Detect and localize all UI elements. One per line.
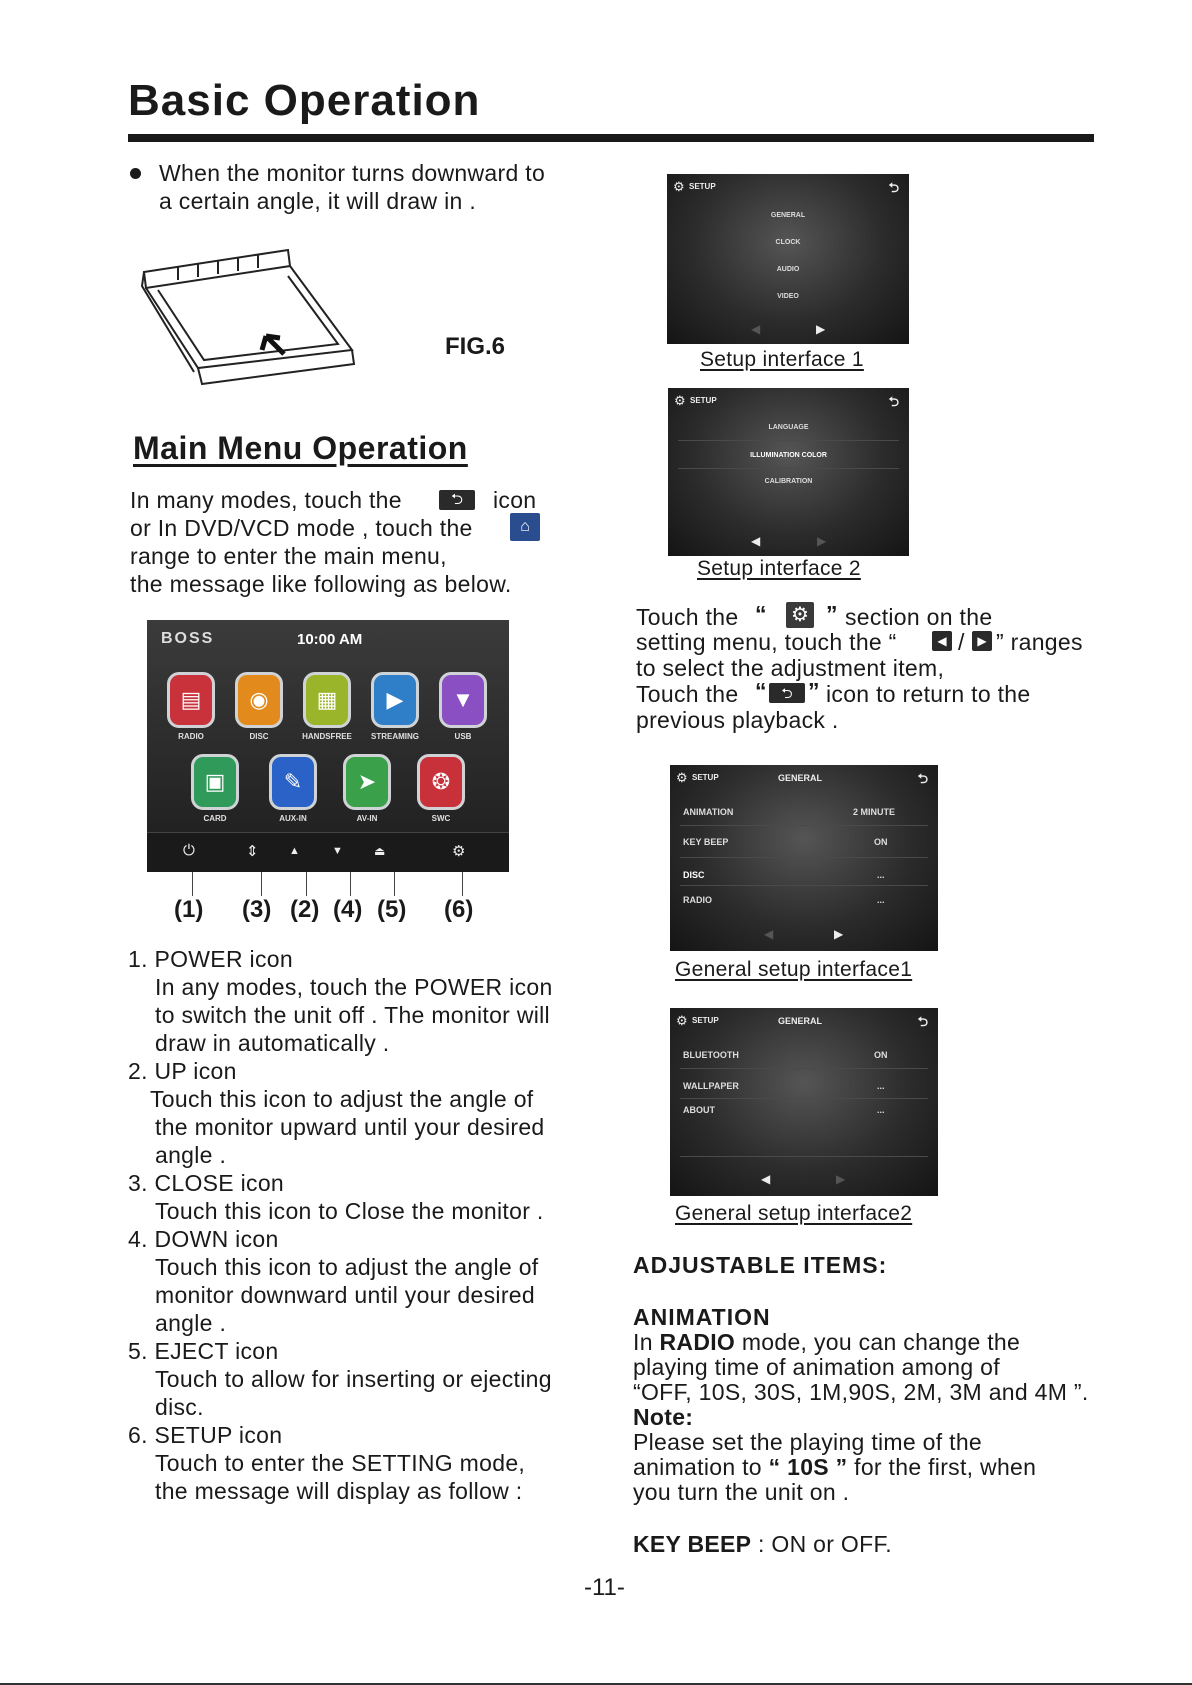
- return-icon: ⮌: [439, 490, 475, 510]
- figure-label: FIG.6: [445, 333, 506, 360]
- setup-item-video[interactable]: VIDEO: [777, 293, 799, 300]
- touch-line-2b: ” ranges: [996, 629, 1083, 655]
- app-label-usb: USB: [454, 732, 472, 741]
- callout-label-1: (1): [174, 896, 204, 923]
- callout-label-4: (4): [333, 896, 363, 923]
- row-divider: [678, 468, 899, 469]
- row-label-key-beep: KEY BEEP: [683, 837, 729, 847]
- note-line-1: Please set the playing time of the: [633, 1429, 983, 1455]
- row-divider: [680, 885, 928, 886]
- key-beep-line: [633, 1530, 892, 1558]
- monitor-drawin-illustration: [138, 246, 360, 394]
- bullet-dot: [130, 168, 141, 179]
- icon-item-title: 6. SETUP icon: [128, 1422, 283, 1448]
- icon-item-line: the monitor upward until your desired: [155, 1114, 545, 1140]
- close-quote: ”: [826, 601, 838, 627]
- usb-app-icon[interactable]: ▼: [439, 672, 487, 728]
- callout-line-3: [261, 872, 262, 896]
- home-icon: ⌂: [510, 513, 540, 541]
- row-value-about[interactable]: ...: [877, 1105, 885, 1115]
- note-line-2c: for the first, when: [854, 1454, 1037, 1480]
- close-icon[interactable]: ⇕: [246, 843, 259, 860]
- setup-item-language[interactable]: LANGUAGE: [768, 424, 809, 431]
- row-divider: [680, 1156, 928, 1157]
- icon-item-line: disc.: [155, 1394, 204, 1420]
- note-label: Note:: [633, 1404, 694, 1430]
- icon-item-line: angle .: [155, 1310, 227, 1336]
- app-label-streaming: STREAMING: [371, 732, 419, 741]
- row-value-animation[interactable]: 2 MINUTE: [853, 807, 896, 817]
- app-label-handsfree: HANDSFREE: [302, 732, 352, 741]
- touch-line-4b: icon to return to the: [826, 681, 1031, 707]
- animation-heading: ANIMATION: [633, 1304, 771, 1330]
- general-header: GENERAL: [778, 1016, 823, 1026]
- callout-label-2: (2): [290, 896, 320, 923]
- back-icon[interactable]: ⮌: [888, 394, 899, 409]
- row-value-bluetooth[interactable]: ON: [874, 1050, 888, 1060]
- up-icon[interactable]: ▲: [289, 845, 300, 857]
- app-label-disc: DISC: [249, 732, 269, 741]
- caption-general-1: General setup interface1: [675, 958, 913, 981]
- open-quote: “: [755, 678, 767, 704]
- main-menu-line-1b: icon: [493, 487, 537, 513]
- page-number: -11-: [584, 1574, 625, 1601]
- setup-item-clock[interactable]: CLOCK: [775, 239, 801, 246]
- intro-line-2: a certain angle, it will draw in .: [159, 188, 477, 214]
- main-menu-screenshot: [147, 620, 509, 872]
- next-arrow-icon[interactable]: ▶: [817, 534, 827, 548]
- setup-gear-icon[interactable]: ⚙: [452, 843, 466, 860]
- clock-time: 10:00 AM: [297, 631, 363, 648]
- row-divider: [680, 1068, 928, 1069]
- key-beep-text: : ON or OFF.: [758, 1531, 892, 1557]
- setup-title: SETUP: [692, 1016, 719, 1025]
- touch-line-1b: section on the: [845, 604, 993, 630]
- setup-item-general[interactable]: GENERAL: [770, 212, 806, 219]
- setup-interface-1-screenshot: [667, 174, 909, 344]
- touch-line-4a: Touch the: [636, 681, 739, 707]
- callout-line-5: [394, 872, 395, 896]
- callout-line-2: [306, 872, 307, 896]
- touch-line-2a: setting menu, touch the “: [636, 629, 897, 655]
- setup-item-illumination-color[interactable]: ILLUMINATION COLOR: [750, 452, 827, 459]
- icon-item-title: 1. POWER icon: [128, 946, 293, 972]
- aux-in-app-icon[interactable]: ✎: [269, 754, 317, 810]
- icon-item-line: angle .: [155, 1142, 227, 1168]
- callout-line-1: [192, 872, 193, 896]
- icon-item-title: 2. UP icon: [128, 1058, 237, 1084]
- row-label-wallpaper: WALLPAPER: [683, 1081, 739, 1091]
- app-label-aux-in: AUX-IN: [279, 814, 307, 823]
- touch-line-1a: Touch the: [636, 604, 739, 630]
- gear-icon: ⚙: [674, 393, 686, 408]
- back-icon[interactable]: ⮌: [888, 180, 899, 195]
- prev-arrow-icon[interactable]: ◀: [751, 534, 761, 548]
- icon-item-line: to switch the unit off . The monitor will: [155, 1002, 550, 1028]
- down-icon[interactable]: ▼: [332, 845, 343, 857]
- note-line-2: [633, 1453, 1036, 1481]
- section-heading-main-menu: Main Menu Operation: [133, 430, 468, 466]
- icon-item-line: draw in automatically .: [155, 1030, 390, 1056]
- touch-line-3: to select the adjustment item,: [636, 655, 945, 681]
- gear-icon: ⚙: [786, 602, 814, 628]
- radio-emphasis: RADIO: [659, 1329, 736, 1355]
- right-arrow-icon: ▶: [972, 631, 992, 651]
- next-arrow-icon[interactable]: ▶: [836, 1172, 846, 1186]
- callout-label-6: (6): [444, 896, 474, 923]
- icon-item-line: Touch this icon to adjust the angle of: [155, 1254, 539, 1280]
- caption-setup-1: Setup interface 1: [700, 348, 864, 371]
- back-icon[interactable]: ⮌: [917, 771, 928, 786]
- icon-item-line: Touch this icon to adjust the angle of: [150, 1086, 534, 1112]
- app-label-radio: RADIO: [178, 732, 204, 741]
- row-label-disc: DISC: [683, 870, 705, 880]
- next-arrow-icon[interactable]: ▶: [816, 322, 826, 336]
- open-quote: “: [755, 601, 767, 627]
- callout-label-3: (3): [242, 896, 272, 923]
- icon-item-title: 4. DOWN icon: [128, 1226, 279, 1252]
- main-menu-line-1a: In many modes, touch the: [130, 487, 402, 513]
- icon-item-line: Touch to allow for inserting or ejecting: [155, 1366, 552, 1392]
- main-menu-line-3: range to enter the main menu,: [130, 543, 447, 569]
- note-line-2a: animation to: [633, 1454, 762, 1480]
- callout-label-5: (5): [377, 896, 407, 923]
- setup-item-audio[interactable]: AUDIO: [776, 266, 800, 273]
- touch-line-5: previous playback .: [636, 707, 839, 733]
- icon-item-line: In any modes, touch the POWER icon: [155, 974, 553, 1000]
- gear-icon: ⚙: [673, 179, 685, 194]
- row-divider: [680, 1098, 928, 1099]
- card-app-icon[interactable]: ▣: [191, 754, 239, 810]
- av-in-app-icon[interactable]: ➤: [343, 754, 391, 810]
- adjustable-items-heading: ADJUSTABLE ITEMS:: [633, 1252, 888, 1278]
- row-divider: [678, 440, 899, 441]
- icon-item-line: Touch this icon to Close the monitor .: [155, 1198, 544, 1224]
- prev-arrow-icon[interactable]: ◀: [764, 927, 774, 941]
- eject-icon[interactable]: ⏏: [374, 844, 386, 858]
- animation-line-1: [633, 1328, 1020, 1356]
- close-quote: ”: [808, 678, 820, 704]
- row-value-radio[interactable]: ...: [877, 895, 885, 905]
- main-menu-line-2: or In DVD/VCD mode , touch the: [130, 515, 473, 541]
- icon-item-line: monitor downward until your desired: [155, 1282, 535, 1308]
- caption-setup-2: Setup interface 2: [697, 557, 861, 580]
- general-header: GENERAL: [778, 773, 823, 783]
- key-beep-label: KEY BEEP: [633, 1531, 752, 1557]
- setup-title: SETUP: [689, 182, 716, 191]
- setup-item-calibration[interactable]: CALIBRATION: [764, 478, 813, 485]
- animation-line-2: playing time of animation among of: [633, 1354, 1000, 1380]
- setup-interface-2-screenshot: [668, 388, 909, 556]
- prev-arrow-icon[interactable]: ◀: [761, 1172, 771, 1186]
- app-label-swc: SWC: [431, 814, 451, 823]
- row-label-bluetooth: BLUETOOTH: [683, 1050, 739, 1060]
- slash-separator: /: [958, 629, 965, 655]
- disc-app-icon[interactable]: ◉: [235, 672, 283, 728]
- general-setup-2-screenshot: [670, 1008, 938, 1196]
- gear-icon: ⚙: [676, 1013, 688, 1028]
- back-icon[interactable]: ⮌: [917, 1014, 928, 1029]
- next-arrow-icon[interactable]: ▶: [834, 927, 844, 941]
- icon-item-title: 3. CLOSE icon: [128, 1170, 285, 1196]
- gear-icon: ⚙: [676, 770, 688, 785]
- main-menu-line-4: the message like following as below.: [130, 571, 512, 597]
- icon-item-title: 5. EJECT icon: [128, 1338, 279, 1364]
- row-value-key-beep[interactable]: ON: [874, 837, 888, 847]
- streaming-app-icon[interactable]: ▶: [371, 672, 419, 728]
- app-label-card: CARD: [203, 814, 227, 823]
- row-value-disc[interactable]: ...: [877, 870, 885, 880]
- radio-app-icon[interactable]: ▤: [167, 672, 215, 728]
- swc-app-icon[interactable]: ❂: [417, 754, 465, 810]
- handsfree-app-icon[interactable]: ▦: [303, 672, 351, 728]
- prev-arrow-icon[interactable]: ◀: [751, 322, 761, 336]
- intro-line-1: When the monitor turns downward to: [159, 160, 546, 186]
- power-icon[interactable]: ⏻: [183, 842, 195, 859]
- brand-logo: BOSS: [161, 630, 215, 647]
- row-label-animation: ANIMATION: [683, 807, 734, 817]
- setup-title: SETUP: [692, 773, 719, 782]
- icon-item-line: Touch to enter the SETTING mode,: [155, 1450, 526, 1476]
- left-arrow-icon: ◀: [932, 631, 952, 651]
- title-divider: [128, 134, 1094, 142]
- row-divider: [680, 857, 928, 858]
- app-label-av-in: AV-IN: [356, 814, 378, 823]
- ten-seconds-emphasis: “ 10S ”: [768, 1454, 848, 1480]
- row-label-about: ABOUT: [683, 1105, 715, 1115]
- general-setup-1-screenshot: [670, 765, 938, 951]
- row-divider: [680, 825, 928, 826]
- page-title: Basic Operation: [128, 76, 481, 125]
- caption-general-2: General setup interface2: [675, 1202, 913, 1225]
- row-label-radio: RADIO: [683, 895, 712, 905]
- return-icon: ⮌: [769, 683, 805, 703]
- animation-line-1c: mode, you can change the: [741, 1329, 1021, 1355]
- animation-line-1a: In: [633, 1329, 653, 1355]
- note-line-3: you turn the unit on .: [633, 1479, 850, 1505]
- animation-line-3: “OFF, 10S, 30S, 1M,90S, 2M, 3M and 4M ”.: [633, 1379, 1089, 1405]
- callout-line-4: [350, 872, 351, 896]
- icon-item-line: the message will display as follow :: [155, 1478, 523, 1504]
- setup-title: SETUP: [690, 396, 717, 405]
- callout-line-6: [462, 872, 463, 896]
- row-value-wallpaper[interactable]: ...: [877, 1081, 885, 1091]
